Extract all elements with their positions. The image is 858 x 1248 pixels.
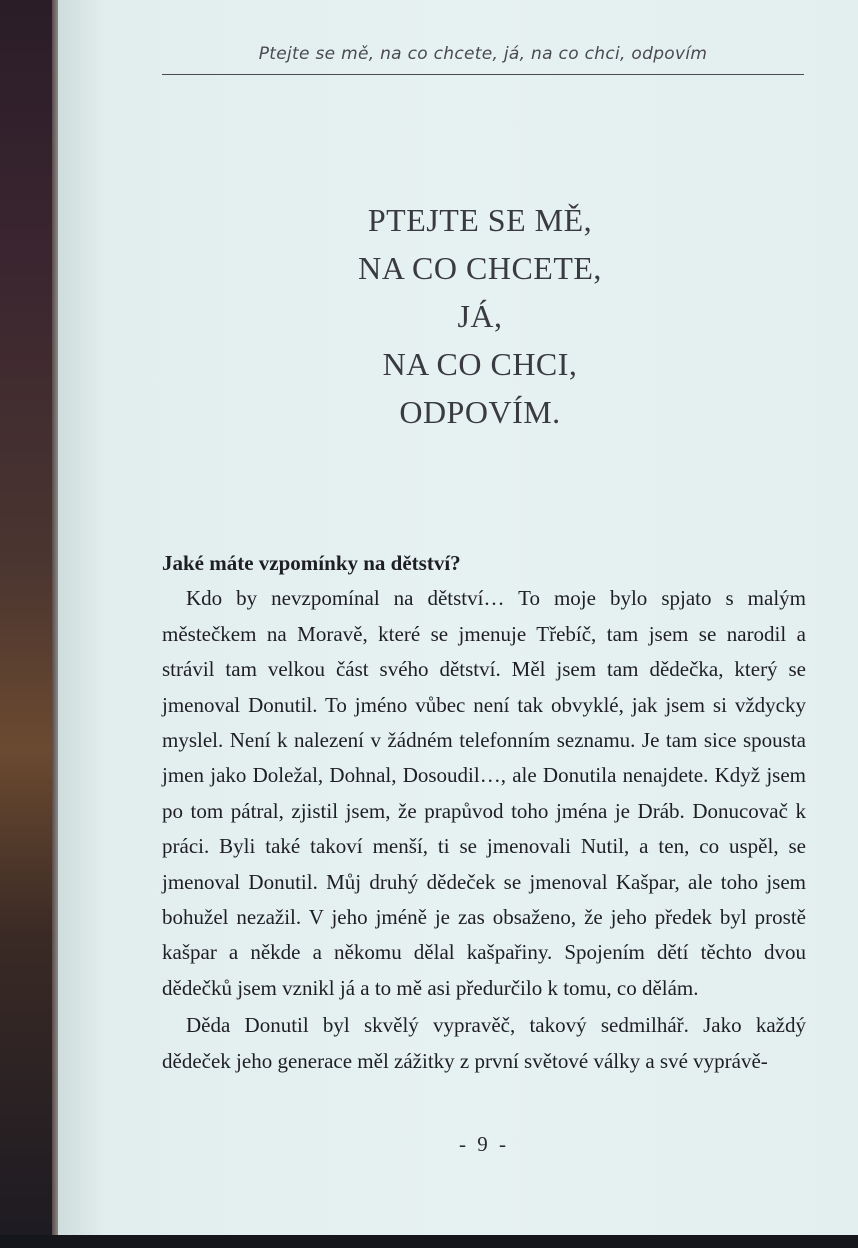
header-rule <box>162 74 804 75</box>
chapter-title-line: PTEJTE SE MĚ, <box>367 202 593 238</box>
chapter-title-line: NA CO CHCI, <box>382 346 578 382</box>
running-head: Ptejte se mě, na co chcete, já, na co chci, odpovím <box>258 44 708 64</box>
paragraph: Kdo by nevzpomínal na dětství… To moje bylo spjato s malým městečkem na Moravě, které se jmenuje Třebíč, tam jsem se narodil a strávil tam velkou část svého dětství. Měl jsem tam dědečka, který se jmenoval Donutil. To jméno vůbec není tak obvyklé, jak jsem si vždycky myslel. Není k nalezení v žádném telefonním seznamu. Je tam sice spousta jmen jako Doležal, Dohnal, Dosoudil…, ale Donutila nenajdete. Když jsem po tom pátral, zjistil jsem, že prapůvod toho jména je Dráb. Donucovač k práci. Byli také takoví menší, ti se jmenovali Nutil, a ten, co uspěl, se jmenoval Donutil. Můj druhý dědeček se jmenoval Kašpar, ale toho jsem bohužel nezažil. V jeho jméně je zas obsaženo, že jeho předek byl prostě kašpar a někde a někomu dělal kašpařiny. Spojením dětí těchto dvou dědečků jsem vznikl já a to mě asi předurčilo k tomu, co dělám. <box>162 586 806 1000</box>
book-spine-shadow <box>0 0 58 1248</box>
page-number: - 9 - <box>459 1132 509 1156</box>
bottom-edge <box>0 1235 858 1248</box>
chapter-title <box>300 196 660 436</box>
section-question: Jaké máte vzpomínky na dětství? <box>162 551 461 575</box>
body-text <box>162 546 806 1079</box>
chapter-title-line: NA CO CHCETE, <box>358 250 602 286</box>
paragraph: Děda Donutil byl skvělý vypravěč, takový sedmilhář. Jako každý dědeček jeho generace měl zážitky z první světové války a své vyprávě- <box>162 1013 806 1073</box>
chapter-title-line: JÁ, <box>457 298 503 334</box>
chapter-title-line: ODPOVÍM. <box>399 394 561 430</box>
